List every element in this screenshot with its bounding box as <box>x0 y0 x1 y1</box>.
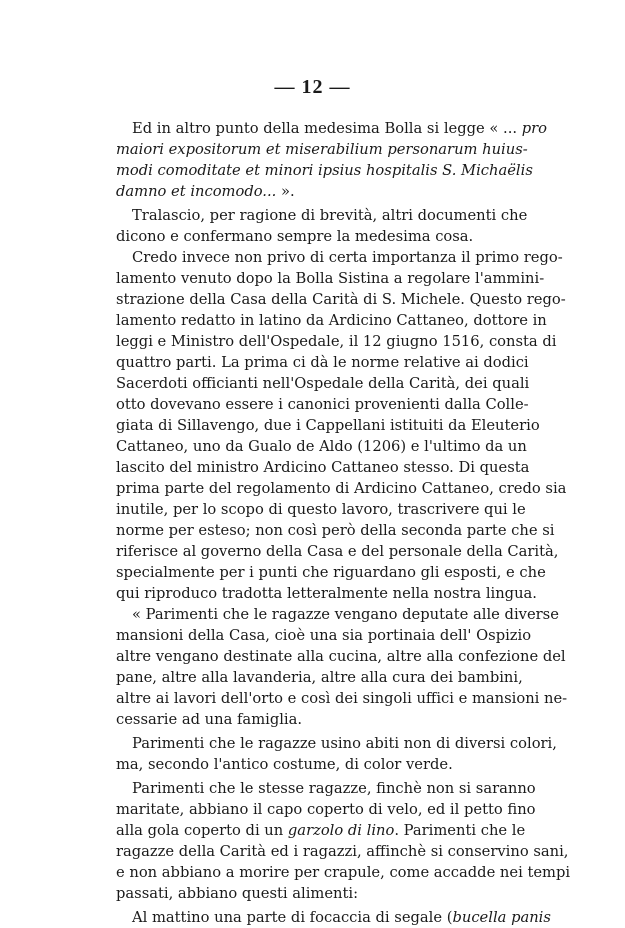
text-segment: quattro parti. La prima ci dà le norme relative ai dodici <box>116 354 529 371</box>
text-line <box>116 841 569 862</box>
text-segment: qui riproduco tradotta letteralmente nella nostra lingua. <box>116 585 537 602</box>
text-line <box>116 394 529 415</box>
text-segment: leggi e Ministro dell'Ospedale, il 12 giugno 1516, consta di <box>116 333 557 350</box>
text-segment: alla gola coperto di un <box>116 822 288 839</box>
text-segment: Ed in altro punto della medesima Bolla si legge « ... <box>132 120 522 137</box>
text-line <box>116 688 568 709</box>
italic-text: damno et incomodo... <box>116 183 277 200</box>
text-line <box>116 478 567 499</box>
text-line <box>116 733 557 754</box>
text-segment: Al mattino una parte di focaccia di segale ( <box>132 909 453 926</box>
text-line <box>116 820 526 841</box>
text-segment: inutile, per lo scopo di questo lavoro, trascrivere qui le <box>116 501 526 518</box>
italic-text: bucella panis <box>452 909 551 926</box>
page-number: — 12 — <box>274 76 351 98</box>
text-segment: ». <box>276 183 295 200</box>
text-segment: Cattaneo, uno da Gualo de Aldo (1206) e l'ultimo da un <box>116 438 527 455</box>
text-line <box>116 457 530 478</box>
text-line <box>116 331 557 352</box>
text-line <box>116 415 540 436</box>
text-segment: Parimenti che le stesse ragazze, finchè non si saranno <box>132 780 536 797</box>
text-segment: mansioni della Casa, cioè una sia portinaia dell' Ospizio <box>116 627 532 644</box>
text-line <box>116 226 500 247</box>
text-segment: « Parimenti che le ragazze vengano deputate alle diverse <box>132 606 559 623</box>
text-segment: specialmente per i punti che riguardano gli esposti, e che <box>116 564 546 581</box>
text-segment: norme per esteso; non così però della seconda parte che si <box>116 522 555 539</box>
text-line <box>116 862 571 883</box>
text-line <box>116 778 536 799</box>
text-segment: maritate, abbiano il capo coperto di velo, ed il petto fino <box>116 801 536 818</box>
italic-text: garzolo di lino <box>287 822 395 839</box>
text-segment: altre vengano destinate alla cucina, altre alla confezione del <box>116 648 566 665</box>
text-line <box>116 754 500 775</box>
text-line <box>116 373 530 394</box>
text-segment: strazione della Casa della Carità di S. Michele. Questo rego- <box>116 291 566 308</box>
text-segment: giata di Sillavengo, due i Cappellani istituiti da Eleuterio <box>116 417 540 434</box>
italic-text: pro <box>521 120 547 137</box>
text-line <box>116 667 523 688</box>
text-segment: dicono e confermano sempre la medesima cosa. <box>116 228 474 245</box>
text-segment: riferisce al governo della Casa e del personale della Carità, <box>116 543 559 560</box>
text-segment: Parimenti che le ragazze usino abiti non di diversi colori, <box>132 735 557 752</box>
text-line <box>116 520 555 541</box>
text-line <box>116 499 526 520</box>
text-line <box>116 205 528 226</box>
text-line <box>116 247 563 268</box>
text-line <box>116 289 566 310</box>
text-line <box>116 907 551 928</box>
text-segment: ma, secondo l'antico costume, di color verde. <box>116 756 453 773</box>
text-line <box>116 604 559 625</box>
text-line <box>116 160 533 181</box>
italic-text: maiori expositorum et miserabilium personarum huius- <box>116 141 528 158</box>
text-line <box>116 883 500 904</box>
text-line <box>116 310 547 331</box>
text-segment: e non abbiano a morire per crapule, come accadde nei tempi <box>116 864 571 881</box>
text-line <box>116 562 546 583</box>
text-segment: otto dovevano essere i canonici provenienti dalla Colle- <box>116 396 529 413</box>
text-line <box>116 799 536 820</box>
text-segment: . Parimenti che le <box>394 822 526 839</box>
text-segment: pane, altre alla lavanderia, altre alla cura dei bambini, <box>116 669 523 686</box>
text-line <box>116 268 545 289</box>
text-line <box>116 436 527 457</box>
text-line <box>116 181 500 202</box>
text-segment: lamento redatto in latino da Ardicino Cattaneo, dottore in <box>116 312 547 329</box>
text-segment: altre ai lavori dell'orto e così dei singoli uffici e mansioni ne- <box>116 690 568 707</box>
text-segment: prima parte del regolamento di Ardicino Cattaneo, credo sia <box>116 480 567 497</box>
body-text <box>116 118 571 928</box>
text-line <box>116 352 529 373</box>
text-line <box>116 625 532 646</box>
text-line <box>116 139 528 160</box>
text-line <box>116 709 500 730</box>
text-line <box>116 583 537 604</box>
italic-text: modi comoditate et minori ipsius hospitalis S. Michaëlis <box>116 162 533 179</box>
text-segment: cessarie ad una famiglia. <box>116 711 303 728</box>
text-segment: Tralascio, per ragione di brevità, altri documenti che <box>132 207 528 224</box>
text-segment: Credo invece non privo di certa importanza il primo rego- <box>132 249 563 266</box>
text-line <box>116 541 559 562</box>
text-segment: lamento venuto dopo la Bolla Sistina a regolare l'ammini- <box>116 270 545 287</box>
text-line <box>116 646 566 667</box>
text-line <box>116 118 547 139</box>
text-segment: ragazze della Carità ed i ragazzi, affinchè si conservino sani, <box>116 843 569 860</box>
text-segment: Sacerdoti officianti nell'Ospedale della Carità, dei quali <box>116 375 530 392</box>
text-segment: lascito del ministro Ardicino Cattaneo stesso. Di questa <box>116 459 530 476</box>
text-segment: passati, abbiano questi alimenti: <box>116 885 359 902</box>
